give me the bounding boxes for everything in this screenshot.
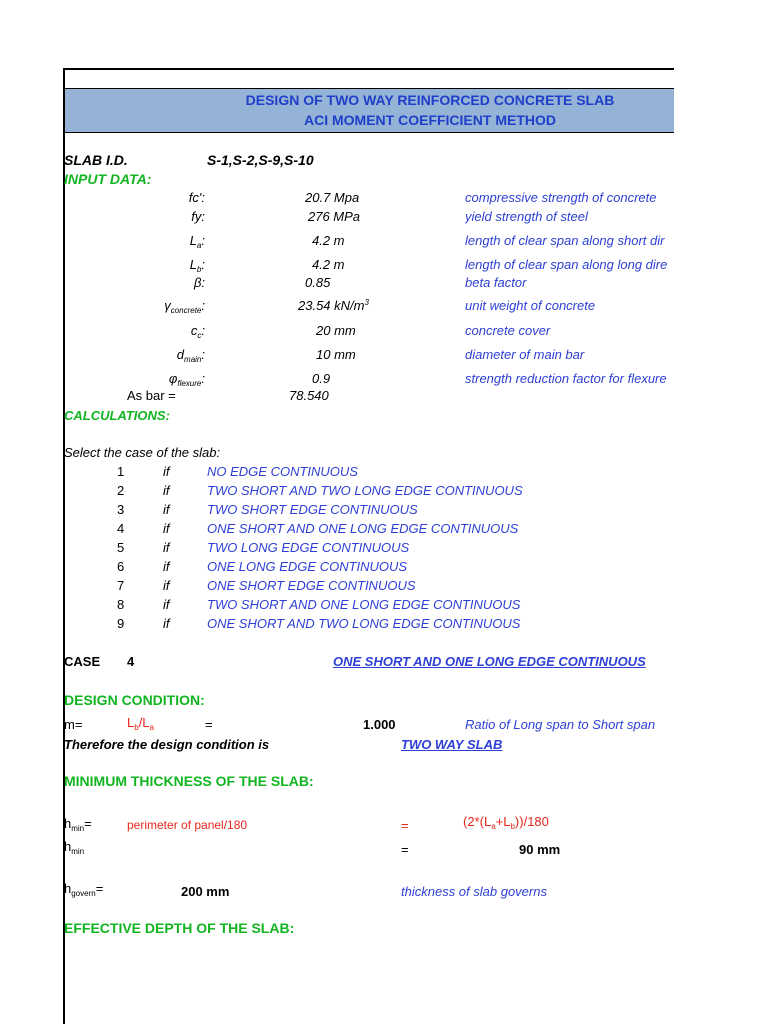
case-if-word: if	[163, 502, 170, 517]
m-ratio-expression: $L_b/L_a$	[127, 715, 154, 732]
case-description-item: TWO SHORT AND ONE LONG EDGE CONTINUOUS	[207, 597, 521, 612]
case-number-item: 5	[117, 540, 125, 555]
input-value[interactable]: 276 MPa	[308, 209, 361, 224]
case-number-item: 9	[117, 616, 125, 631]
input-description: unit weight of concrete	[465, 298, 596, 313]
input-symbol: fy:	[191, 209, 205, 224]
m-value: 1.000	[363, 717, 396, 732]
input-symbol: $L_b$:	[189, 257, 205, 274]
title-line-1: DESIGN OF TWO WAY REINFORCED CONCRETE SLAB	[245, 92, 615, 108]
hmin-label-2: $h_{min}$	[64, 839, 85, 856]
title-banner	[65, 88, 674, 133]
input-value[interactable]: 10 mm	[316, 347, 356, 362]
select-case-text: Select the case of the slab:	[64, 445, 221, 460]
case-number-item: 6	[117, 559, 125, 574]
case-if-word: if	[163, 540, 170, 555]
input-data-heading: INPUT DATA:	[64, 171, 152, 187]
case-number-item: 2	[117, 483, 125, 498]
hmin-value: 90 mm	[519, 842, 561, 857]
title-line-2: ACI MOMENT COEFFICIENT METHOD	[304, 112, 556, 128]
m-description: Ratio of Long span to Short span	[465, 717, 656, 732]
case-if-word: if	[163, 559, 170, 574]
calculations-heading: CALCULATIONS:	[64, 408, 170, 423]
m-label: m=	[64, 717, 83, 732]
input-value[interactable]: 0.9	[312, 371, 331, 386]
case-description-item: ONE SHORT AND TWO LONG EDGE CONTINUOUS	[207, 616, 521, 631]
case-description-item: TWO SHORT EDGE CONTINUOUS	[207, 502, 418, 517]
case-number-item: 4	[117, 521, 125, 536]
therefore-text: Therefore the design condition is	[64, 737, 270, 752]
case-description-item: TWO SHORT AND TWO LONG EDGE CONTINUOUS	[207, 483, 523, 498]
input-value[interactable]: 0.85	[305, 275, 331, 290]
input-description: strength reduction factor for flexure	[465, 371, 667, 386]
case-if-word: if	[163, 578, 170, 593]
hgovern-description: thickness of slab governs	[401, 884, 547, 899]
case-number-item: 3	[117, 502, 125, 517]
case-if-word: if	[163, 616, 170, 631]
slab-id-value: S-1,S-2,S-9,S-10	[207, 152, 314, 168]
case-number[interactable]: 4	[127, 654, 135, 669]
input-value[interactable]: 20 mm	[316, 323, 356, 338]
input-symbol: $L_a$:	[189, 233, 205, 250]
hgovern-value: 200 mm	[181, 884, 230, 899]
case-if-word: if	[163, 597, 170, 612]
input-symbol: β:	[193, 275, 205, 290]
input-value[interactable]: 23.54 $kN/m^3$	[298, 298, 369, 313]
effective-depth-heading: EFFECTIVE DEPTH OF THE SLAB:	[64, 920, 295, 936]
case-if-word: if	[163, 521, 170, 536]
input-symbol: $c_c$:	[190, 323, 205, 340]
as-bar-value: 78.540	[289, 388, 329, 403]
case-description-item: ONE SHORT AND ONE LONG EDGE CONTINUOUS	[207, 521, 519, 536]
hmin-label-1: $h_{min}=$	[64, 816, 92, 833]
input-value[interactable]: 4.2 m	[312, 233, 345, 248]
design-condition-heading: DESIGN CONDITION:	[64, 692, 205, 708]
case-if-word: if	[163, 464, 170, 479]
input-symbol: $\varphi_{flexure}$:	[168, 371, 205, 388]
hmin-equals-1: =	[401, 818, 409, 833]
hmin-formula-expression: $(2*(L_a+L_b))/180$	[463, 814, 549, 831]
case-description-item: TWO LONG EDGE CONTINUOUS	[207, 540, 410, 555]
case-description-item: ONE LONG EDGE CONTINUOUS	[207, 559, 408, 574]
design-condition-value: TWO WAY SLAB	[401, 737, 503, 752]
input-description: compressive strength of concrete	[465, 190, 657, 205]
case-number-item: 7	[117, 578, 125, 593]
case-number-item: 8	[117, 597, 125, 612]
minimum-thickness-heading: MINIMUM THICKNESS OF THE SLAB:	[64, 773, 314, 789]
input-value[interactable]: 4.2 m	[312, 257, 345, 272]
case-description-item: NO EDGE CONTINUOUS	[207, 464, 358, 479]
input-symbol: $d_{main}$:	[176, 347, 205, 364]
case-if-word: if	[163, 483, 170, 498]
input-description: length of clear span along long dire	[465, 257, 668, 272]
input-value[interactable]: 20.7 Mpa	[305, 190, 360, 205]
slab-id-label: SLAB I.D.	[64, 152, 128, 168]
hmin-equals-2: =	[401, 842, 409, 857]
input-description: yield strength of steel	[465, 209, 588, 224]
case-number-item: 1	[117, 464, 125, 479]
input-description: length of clear span along short dir	[465, 233, 665, 248]
input-description: diameter of main bar	[465, 347, 585, 362]
hmin-formula-text: perimeter of panel/180	[127, 818, 248, 832]
sheet-top-border	[63, 68, 674, 70]
hgovern-label: $h_{govern}=$	[64, 881, 104, 898]
m-equals: =	[205, 717, 213, 732]
input-description: concrete cover	[465, 323, 551, 338]
as-bar-label: As bar =	[127, 388, 176, 403]
input-description: beta factor	[465, 275, 527, 290]
input-symbol: $\gamma_{concrete}$:	[164, 298, 205, 315]
case-description-item: ONE SHORT EDGE CONTINUOUS	[207, 578, 416, 593]
case-label: CASE	[64, 654, 101, 669]
input-symbol: fc':	[188, 190, 205, 205]
case-description: ONE SHORT AND ONE LONG EDGE CONTINUOUS	[333, 654, 646, 669]
